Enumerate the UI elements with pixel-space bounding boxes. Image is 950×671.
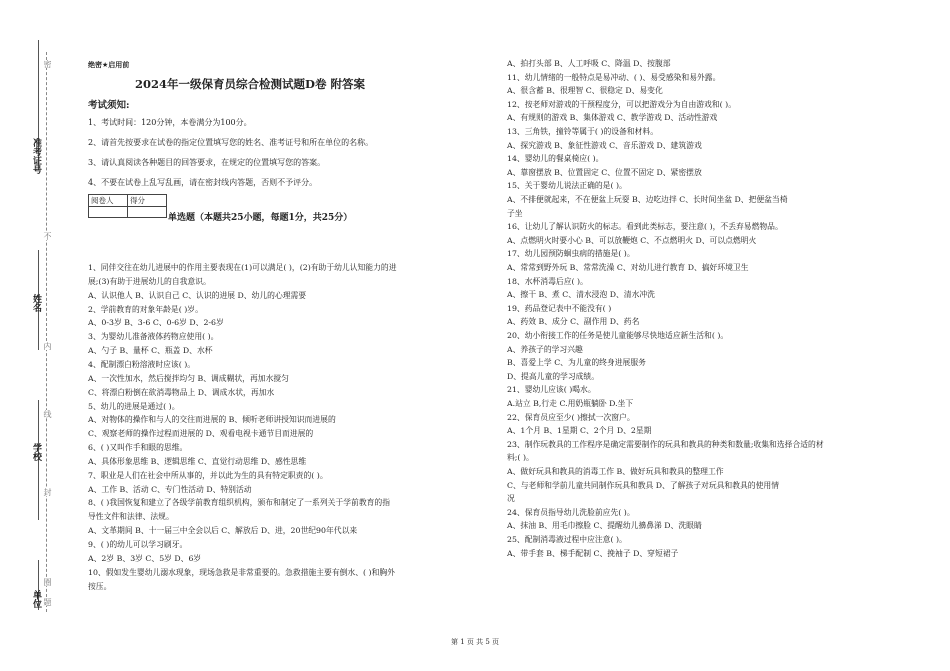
confidential-label: 绝密★启用前	[88, 61, 130, 69]
question-line: A、工作 B、活动 C、专门性活动 D、特别活动	[88, 484, 252, 494]
grader-cell[interactable]	[89, 207, 128, 218]
question-line: 16、让幼儿了解认识防火的标志。看到此类标志，要注意( )，不丢弃易燃物品。	[507, 222, 783, 232]
question-line: 况	[507, 494, 515, 504]
notice-heading: 考试须知:	[88, 100, 130, 111]
label-school: 学校	[31, 443, 41, 461]
question-line: A、1个月 B、1星期 C、2个月 D、2星期	[507, 426, 652, 436]
question-line: C、观察老师的操作过程而进展的 D、观看电视卡通节目而进展的	[88, 429, 314, 439]
question-line: A、0-3岁 B、3-6 C、0-6岁 D、2-6岁	[88, 318, 224, 328]
seal-mark: 不	[43, 232, 52, 240]
seal-mark: 线	[43, 410, 52, 418]
question-line: 21、婴幼儿应该( )喝水。	[507, 385, 596, 395]
question-line: 15、关于婴幼儿说法正确的是( )。	[507, 181, 627, 191]
score-cell[interactable]	[128, 207, 167, 218]
section-heading: 单选题（本题共25小题，每题1分，共25分）	[168, 213, 353, 223]
question-line: 7、职业是人们在社会中所从事的，并以此为生的具有特定职责的( )。	[88, 470, 328, 480]
question-line: A、勺子 B、量杯 C、瓶盖 D、水杯	[88, 346, 213, 356]
question-line: 22、保育员应至少( )擦拭一次窗户。	[507, 412, 635, 422]
notice-item: 4、不要在试卷上乱写乱画，请在密封线内答题，否则不予评分。	[88, 178, 318, 187]
question-line: 14、婴幼儿的餐桌椅应( )。	[507, 154, 604, 164]
question-line: 4、配制漂白粉溶液时应该( )。	[88, 359, 196, 369]
notice-item: 3、请认真阅读各种题目的回答要求，在规定的位置填写您的答案。	[88, 158, 326, 167]
question-line: A、认识他人 B、认识自己 C、认识的进展 D、幼儿的心理需要	[88, 290, 307, 300]
question-line: 2、学前教育的对象年龄是( )岁。	[88, 304, 203, 314]
question-line: 12、按老师对游戏的干预程度分，可以把游戏分为自由游戏和( )。	[507, 99, 736, 109]
question-line: A、常常到野外玩 B、常常洗澡 C、对幼儿进行教育 D、搞好环境卫生	[507, 263, 749, 272]
question-line: 5、幼儿的进展是通过( )。	[88, 401, 180, 411]
question-line: 6、( )又叫作手和眼的思维。	[88, 443, 188, 453]
question-line: A、抹油 B、用毛巾擦脸 C、提醒幼儿擤鼻涕 D、洗眼睛	[507, 521, 702, 531]
question-line: 3、为婴幼儿准备液体药物应使用( )。	[88, 332, 219, 342]
question-line: 17、幼儿园预防蛔虫病的措施是( )。	[507, 249, 635, 259]
notice-item: 1、考试时间：120分钟，本卷满分为100分。	[88, 118, 252, 127]
notice-item: 2、请首先按要求在试卷的指定位置填写您的姓名、准考证号和所在单位的名称。	[88, 138, 374, 147]
label-exam-number: 准考证号	[31, 138, 41, 174]
question-line: A、拍打头部 B、人工呼吸 C、降温 D、按腹部	[507, 59, 671, 68]
score-header: 得分	[128, 195, 167, 207]
label-unit: 单位	[31, 590, 41, 608]
question-line: 24、保育员指导幼儿洗脸前应先( )。	[507, 507, 635, 517]
question-line: A、擦干 B、煮 C、清水浸泡 D、清水冲洗	[507, 290, 655, 300]
question-line: A、点燃明火时要小心 B、可以放鞭炮 C、不点燃明火 D、可以点燃明火	[507, 235, 757, 245]
question-line: 18、水杯消毒后应( )。	[507, 276, 588, 286]
question-line: A、不排便就起来，不在便盆上玩耍 B、边吃边拌 C、长时间坐盆 D、把便盆当椅	[507, 195, 788, 204]
page-footer: 第 1 页 共 5 页	[450, 638, 500, 646]
question-line: A、2岁 B、3岁 C、5岁 D、6岁	[88, 553, 202, 563]
question-line: 9、( )的幼儿可以学习刷牙。	[88, 540, 188, 549]
question-line: A、靠窗摆放 B、位置固定 C、位置不固定 D、紧密摆放	[507, 167, 702, 177]
score-table	[88, 194, 167, 218]
label-name: 姓名	[31, 294, 41, 312]
question-line: B、喜爱上学 C、为儿童的终身进展服务	[507, 358, 646, 368]
question-line: 20、幼小衔接工作的任务是使儿童能够尽快地适应新生活和( )。	[507, 331, 729, 340]
question-line: A、有规则的游戏 B、集体游戏 C、教学游戏 D、活动性游戏	[507, 113, 718, 123]
seal-mark: 封	[43, 488, 52, 496]
question-line: A、养孩子的学习兴趣	[507, 344, 583, 354]
seal-line	[46, 52, 47, 612]
question-line: C、与老师和学前儿童共同制作玩具和教具 D、了解孩子对玩具和教具的使用情	[507, 480, 779, 490]
seal-mark: 内	[43, 342, 52, 350]
question-line: 料;( )。	[507, 453, 534, 463]
question-line: 1、同伴交往在幼儿进展中的作用主要表现在(1)可以满足( )，(2)有助于幼儿认知能力的进	[88, 263, 397, 272]
seal-mark: 题	[43, 598, 52, 606]
question-line: 10、假如发生婴幼儿溺水现象，现场急救是非常重要的。急救措施主要有倒水、( )和胸外	[88, 567, 395, 577]
question-line: A、具体形象思维 B、逻辑思维 C、直觉行动思维 D、感性思维	[88, 456, 307, 466]
question-line: A、做好玩具和教具的消毒工作 B、做好玩具和教具的整理工作	[507, 467, 724, 476]
question-line: D、提高儿童的学习成绩。	[507, 371, 600, 381]
question-line: 13、三角铁，撞铃等属于( )的设备和材料。	[507, 127, 659, 136]
question-line: 导性文件和法律、法规。	[88, 512, 174, 522]
question-line: 23、制作玩教具的工作程序是确定需要制作的玩具和教具的种类和数量;收集和选择合适的材	[507, 439, 824, 449]
question-line: 19、药品登记表中不能没有( )	[507, 303, 612, 313]
question-line: A.站立 B,行走 C.用奶瓶躺卧 D.坐下	[507, 399, 634, 408]
question-line: A、带手套 B、梯手配制 C、挽袖子 D、穿短裙子	[507, 548, 679, 558]
page-title: 2024年一级保育员综合检测试题D卷 附答案	[135, 77, 365, 91]
question-line: 按压。	[88, 581, 112, 591]
question-line: A、一次性加水，然后搅拌均匀 B、调成糊状，再加水搅匀	[88, 373, 289, 383]
question-line: A、很含蓄 B、很理智 C、很稳定 D、易变化	[507, 86, 663, 96]
question-line: 子坐	[507, 208, 523, 218]
question-line: 25、配制消毒液过程中应注意( )。	[507, 535, 627, 544]
question-line: 11、幼儿情绪的一般特点是易冲动、( )、易受感染和易外露。	[507, 72, 721, 82]
grader-header: 阅卷人	[89, 195, 128, 207]
question-line: A、文革期间 B、十一届三中全会以后 C、解放后 D、进，20世纪90年代以来	[88, 526, 358, 536]
seal-mark: 密	[43, 60, 52, 68]
question-line: A、对物体的操作和与人的交往而进展的 B、倾听老师讲授知识而进展的	[88, 415, 336, 425]
question-line: 展;(3)有助于进展幼儿的自我意识。	[88, 276, 211, 286]
question-line: A、药效 B、成分 C、副作用 D、药名	[507, 317, 640, 327]
question-line: C、将漂白粉倒在欲消毒物品上 D、调成水状，再加水	[88, 387, 275, 397]
question-line: 8、( )我国恢复和建立了各级学前教育组织机构，颁布和制定了一系列关于学前教育的指	[88, 498, 391, 508]
question-line: A、探究游戏 B、象征性游戏 C、音乐游戏 D、建筑游戏	[507, 140, 702, 150]
seal-mark: 圈	[43, 578, 52, 586]
